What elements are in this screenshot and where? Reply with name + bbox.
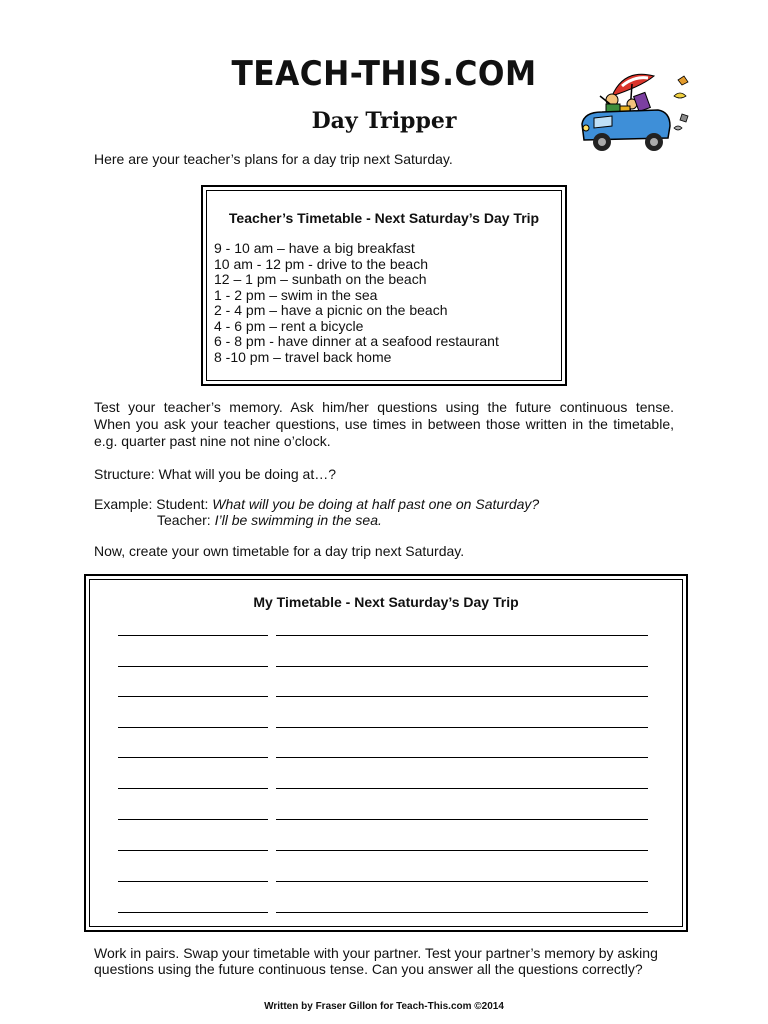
footer-credit: Written by Fraser Gillon for Teach-This.com ©2014 [264, 1001, 504, 1012]
timetable-item: 2 - 4 pm – have a picnic on the beach [214, 302, 448, 318]
time-blank[interactable] [118, 635, 268, 636]
intro-text: Here are your teacher’s plans for a day trip next Saturday. [94, 151, 453, 167]
time-blank[interactable] [118, 850, 268, 851]
closing-line-2: questions using the future continuous tense. Can you answer all the questions correctly? [94, 961, 643, 977]
structure-text: Structure: What will you be doing at…? [94, 466, 337, 482]
my-timetable-box [84, 574, 688, 932]
activity-blank[interactable] [276, 850, 648, 851]
activity-blank[interactable] [276, 757, 648, 758]
example-teacher-answer: I’ll be swimming in the sea. [214, 512, 382, 528]
time-blank[interactable] [118, 727, 268, 728]
create-prompt: Now, create your own timetable for a day trip next Saturday. [94, 543, 465, 559]
time-blank[interactable] [118, 788, 268, 789]
activity-blank[interactable] [276, 819, 648, 820]
time-blank[interactable] [118, 912, 268, 913]
timetable-item: 1 - 2 pm – swim in the sea [214, 286, 378, 303]
teacher-timetable-heading: Teacher’s Timetable - Next Saturday’s Day Trip [228, 210, 540, 226]
car-beach-trip-illustration [572, 66, 700, 158]
time-blank[interactable] [118, 757, 268, 758]
activity-blank[interactable] [276, 635, 648, 636]
activity-blank[interactable] [276, 788, 648, 789]
closing-line-1: Work in pairs. Swap your timetable with your partner. Test your partner’s memory by asking [94, 945, 658, 961]
site-title: TEACH-THIS.COM [231, 54, 537, 94]
activity-blank[interactable] [276, 696, 648, 697]
teacher-timetable-box [201, 185, 567, 386]
example-student-label: Example: Student: [94, 496, 209, 512]
instructions-line-3: e.g. quarter past nine not nine o’clock. [94, 433, 331, 449]
timetable-item: 10 am - 12 pm - drive to the beach [214, 255, 428, 272]
timetable-item: 4 - 6 pm – rent a bicycle [214, 317, 364, 334]
example-student [94, 496, 539, 513]
time-blank[interactable] [118, 881, 268, 882]
instructions-line-2: When you ask your teacher questions, use times in between those written in the timetable, [94, 416, 674, 432]
example-student-question: What will you be doing at half past one on Saturday? [212, 496, 540, 512]
activity-blank[interactable] [276, 912, 648, 913]
timetable-item: 6 - 8 pm - have dinner at a seafood restaurant [214, 333, 499, 349]
my-timetable-heading: My Timetable - Next Saturday’s Day Trip [253, 594, 519, 610]
activity-blank[interactable] [276, 727, 648, 728]
activity-blank[interactable] [276, 881, 648, 882]
time-blank[interactable] [118, 666, 268, 667]
example-teacher-label: Teacher: [157, 512, 211, 528]
timetable-item: 8 -10 pm – travel back home [214, 348, 392, 365]
time-blank[interactable] [118, 696, 268, 697]
timetable-item: 9 - 10 am – have a big breakfast [214, 240, 415, 256]
time-blank[interactable] [118, 819, 268, 820]
teacher-timetable-list [214, 241, 499, 365]
activity-blank[interactable] [276, 666, 648, 667]
worksheet-title: Day Tripper [311, 108, 457, 134]
instructions-line-1: Test your teacher’s memory. Ask him/her questions using the future continuous tense. [94, 399, 674, 415]
timetable-item: 12 – 1 pm – sunbath on the beach [214, 271, 427, 287]
example-teacher [157, 512, 382, 529]
